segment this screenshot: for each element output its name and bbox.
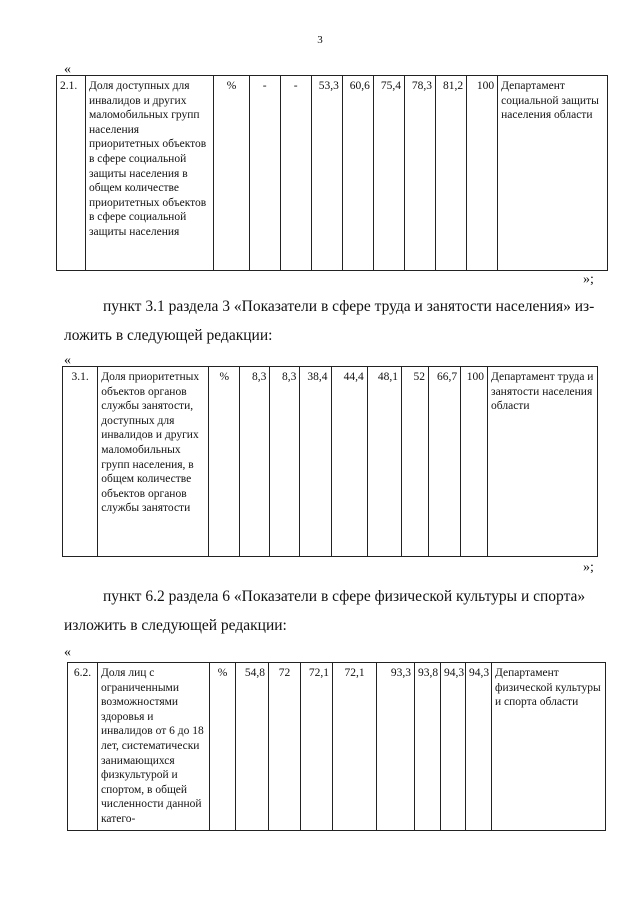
paragraph-line: ложить в следующей редакции:	[64, 327, 273, 344]
row-code: 3.1.	[63, 367, 98, 557]
value-cell: 44,4	[331, 367, 367, 557]
indicator-description: Доля приоритетных объектов органов службы занятости, доступных для инвалидов и других маломобильных групп населения, в общем количестве объектов органов службы занятости	[98, 367, 209, 557]
value-cell: 81,2	[436, 76, 467, 271]
row-code: 6.2.	[68, 663, 98, 831]
value-cell: 93,8	[415, 663, 441, 831]
indicator-description: Доля доступных для инвалидов и других маломобильных групп населения приоритетных объектов в сфере социальной защиты населения в общем количестве приоритетных объектов в сфере социальной защиты населения	[86, 76, 214, 271]
value-cell: 53,3	[311, 76, 342, 271]
closing-quote-1: »;	[583, 272, 594, 287]
value-cell: 52	[401, 367, 428, 557]
table-row	[63, 367, 598, 557]
value-cell: 100	[461, 367, 488, 557]
value-cell: 93,3	[377, 663, 415, 831]
paragraph-line: изложить в следующей редакции:	[64, 617, 287, 634]
indicator-table-6-2	[67, 662, 606, 831]
value-cell: 8,3	[240, 367, 270, 557]
table-row	[57, 76, 608, 271]
value-cell: 94,3	[441, 663, 466, 831]
unit-cell: %	[209, 367, 240, 557]
department-cell: Департамент физической культуры и спорта области	[492, 663, 606, 831]
value-cell: 72,1	[301, 663, 333, 831]
value-cell: 72,1	[333, 663, 377, 831]
value-cell: -	[280, 76, 311, 271]
indicator-description: Доля лиц с ограниченными возможностями здоровья и инвалидов от 6 до 18 лет, систематически занимающихся физкультурой и спортом, в общей численности данной катего-	[98, 663, 210, 831]
opening-quote-3: «	[64, 645, 71, 660]
department-cell: Департамент труда и занятости населения области	[488, 367, 598, 557]
indicator-table-2-1	[56, 75, 608, 271]
unit-cell: %	[210, 663, 236, 831]
paragraph-line: пункт 6.2 раздела 6 «Показатели в сфере физической культуры и спорта»	[103, 588, 586, 605]
table-row	[68, 663, 606, 831]
value-cell: 38,4	[300, 367, 331, 557]
value-cell: 94,3	[466, 663, 492, 831]
page-number: 3	[317, 34, 323, 46]
value-cell: -	[249, 76, 280, 271]
value-cell: 100	[467, 76, 498, 271]
closing-quote-2: »;	[583, 560, 594, 575]
opening-quote-1: «	[64, 62, 71, 77]
value-cell: 78,3	[404, 76, 435, 271]
value-cell: 54,8	[236, 663, 269, 831]
indicator-table-3-1	[62, 366, 598, 557]
value-cell: 60,6	[342, 76, 373, 271]
opening-quote-2: «	[64, 353, 71, 368]
unit-cell: %	[214, 76, 249, 271]
value-cell: 72	[269, 663, 301, 831]
row-code: 2.1.	[57, 76, 86, 271]
paragraph-line: пункт 3.1 раздела 3 «Показатели в сфере труда и занятости населения» из-	[103, 298, 595, 315]
value-cell: 66,7	[428, 367, 460, 557]
value-cell: 48,1	[367, 367, 401, 557]
value-cell: 8,3	[270, 367, 300, 557]
department-cell: Департамент социальной защиты населения области	[498, 76, 608, 271]
value-cell: 75,4	[373, 76, 404, 271]
